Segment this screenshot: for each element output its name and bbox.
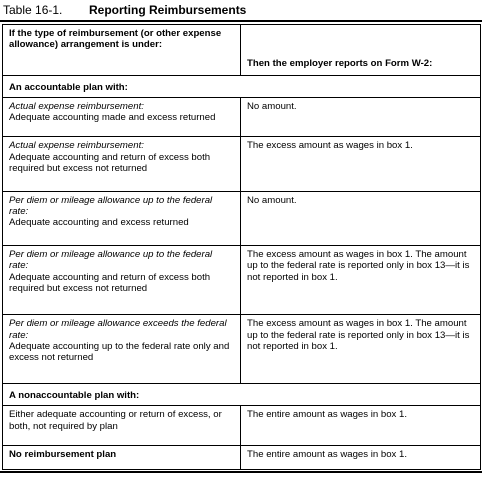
report-cell: The excess amount as wages in box 1. The amount up to the federal rate is reported only in box 13—it is not reported in box 1.	[241, 315, 481, 384]
arrangement-detail: Adequate accounting made and excess returned	[9, 112, 216, 124]
table-row	[3, 137, 481, 191]
reimbursement-table	[2, 24, 481, 470]
section-label-accountable: An accountable plan with:	[3, 76, 481, 98]
section-row-accountable	[3, 76, 481, 98]
table-row	[3, 191, 481, 245]
report-cell: The excess amount as wages in box 1. The amount up to the federal rate is reported only in box 13—it is not reported in box 1.	[241, 245, 481, 314]
section-label-nonaccountable: A nonaccountable plan with:	[3, 384, 481, 406]
arrangement-detail: Adequate accounting and return of excess both required but excess not returned	[9, 151, 211, 175]
bottom-rule	[0, 471, 482, 473]
arrangement-detail: Adequate accounting and excess returned	[9, 217, 189, 229]
table-row	[3, 245, 481, 314]
arrangement-detail: Adequate accounting up to the federal rate only and excess not returned	[9, 340, 230, 364]
top-rule	[0, 20, 482, 22]
table-row	[3, 98, 481, 137]
arrangement-cell	[3, 137, 241, 191]
header-left: If the type of reimbursement (or other expense allowance) arrangement is under:	[3, 25, 241, 76]
report-cell: No amount.	[241, 98, 481, 137]
table-caption	[3, 2, 246, 18]
arrangement-type: Actual expense reimbursement:	[9, 140, 144, 152]
report-cell: The entire amount as wages in box 1.	[241, 406, 481, 445]
header-row	[3, 25, 481, 76]
arrangement-cell	[3, 245, 241, 314]
table-row	[3, 315, 481, 384]
arrangement-cell	[3, 191, 241, 245]
table-row	[3, 445, 481, 469]
arrangement-type: Per diem or mileage allowance up to the federal rate:	[9, 194, 213, 217]
table-title: Reporting Reimbursements	[89, 3, 247, 17]
arrangement-type: Actual expense reimbursement:	[9, 101, 144, 112]
arrangement-detail: Adequate accounting and return of excess both required but excess not returned	[9, 271, 211, 295]
arrangement-cell: Either adequate accounting or return of excess, or both, not required by plan	[3, 406, 241, 445]
table-number: Table 16-1.	[3, 3, 63, 17]
header-right: Then the employer reports on Form W-2:	[241, 25, 481, 76]
arrangement-cell: No reimbursement plan	[3, 445, 241, 469]
report-cell: The excess amount as wages in box 1.	[241, 137, 481, 191]
arrangement-type: Per diem or mileage allowance up to the federal rate:	[9, 248, 213, 272]
report-cell: No amount.	[241, 191, 481, 245]
arrangement-type: Per diem or mileage allowance exceeds the federal rate:	[9, 318, 227, 341]
table-row	[3, 406, 481, 445]
report-cell: The entire amount as wages in box 1.	[241, 445, 481, 469]
arrangement-cell	[3, 315, 241, 384]
arrangement-cell	[3, 98, 241, 137]
section-row-nonaccountable	[3, 384, 481, 406]
